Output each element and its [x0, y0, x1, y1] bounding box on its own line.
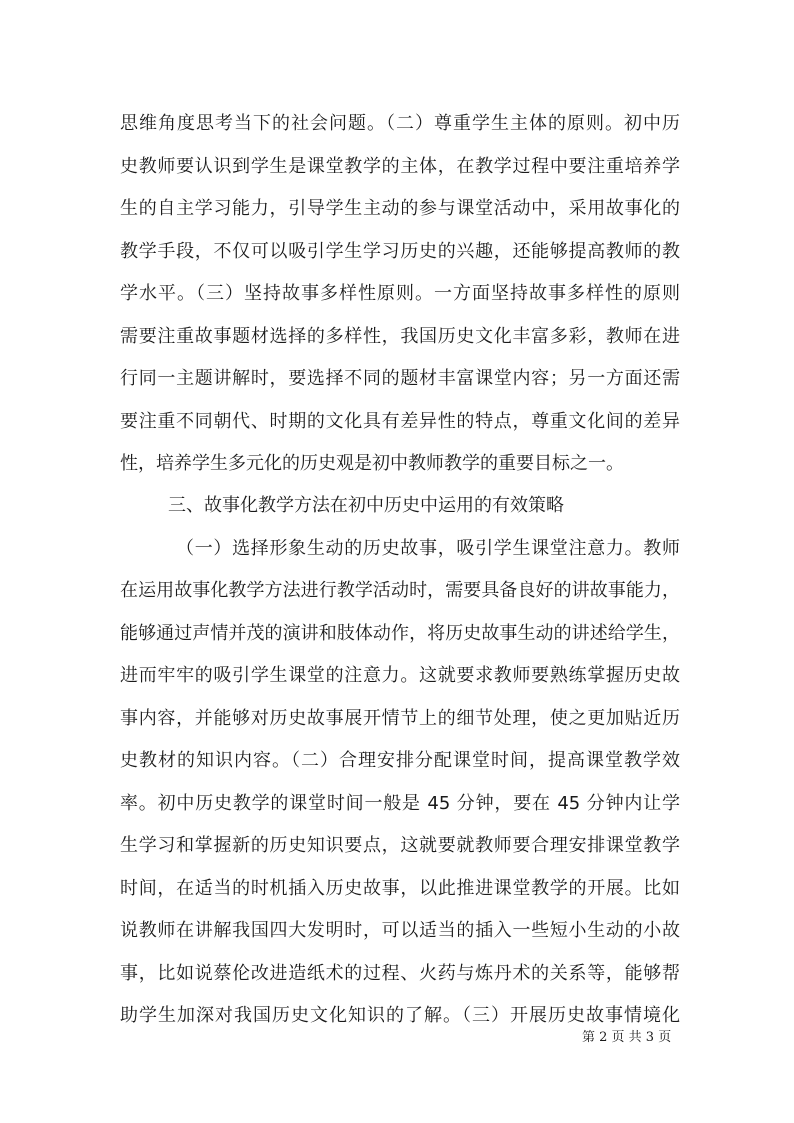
- paragraph-line: 生的自主学习能力，引导学生主动的参与课堂活动中，采用故事化的: [120, 198, 680, 219]
- paragraph-line: 进而牢牢的吸引学生课堂的注意力。这就要求教师要熟练掌握历史故: [120, 665, 680, 686]
- paragraph-line: 助学生加深对我国历史文化知识的了解。（三）开展历史故事情境化: [120, 1005, 680, 1026]
- page-number-footer: 第 2 页 共 3 页: [582, 1030, 672, 1045]
- paragraph-line: 说教师在讲解我国四大发明时，可以适当的插入一些短小生动的小故: [120, 920, 680, 941]
- paragraph-line: 需要注重故事题材选择的多样性，我国历史文化丰富多彩，教师在进: [120, 326, 680, 347]
- paragraph-line: 教学手段，不仅可以吸引学生学习历史的兴趣，还能够提高教师的教: [120, 241, 680, 262]
- paragraph-line: 思维角度思考当下的社会问题。（二）尊重学生主体的原则。初中历: [120, 113, 680, 134]
- paragraph-line: 率。初中历史教学的课堂时间一般是 45 分钟，要在 45 分钟内让学: [120, 793, 680, 814]
- paragraph-line: 生学习和掌握新的历史知识要点，这就要就教师要合理安排课堂教学: [120, 835, 680, 856]
- paragraph-line: 时间，在适当的时机插入历史故事，以此推进课堂教学的开展。比如: [120, 878, 680, 899]
- paragraph-line: 学水平。（三）坚持故事多样性原则。一方面坚持故事多样性的原则: [120, 283, 680, 304]
- paragraph-line: 事，比如说蔡伦改进造纸术的过程、火药与炼丹术的关系等，能够帮: [120, 963, 680, 984]
- paragraph-line: 要注重不同朝代、时期的文化具有差异性的特点，尊重文化间的差异: [120, 411, 680, 432]
- paragraph-line: 行同一主题讲解时，要选择不同的题材丰富课堂内容；另一方面还需: [120, 368, 680, 389]
- paragraph-line: 事内容，并能够对历史故事展开情节上的细节处理，使之更加贴近历: [120, 708, 680, 729]
- paragraph-line: （一）选择形象生动的历史故事，吸引学生课堂注意力。教师: [176, 538, 680, 559]
- paragraph-line: 性，培养学生多元化的历史观是初中教师教学的重要目标之一。: [120, 453, 624, 474]
- paragraph-line: 能够通过声情并茂的演讲和肢体动作，将历史故事生动的讲述给学生，: [120, 623, 680, 644]
- paragraph-line: 史教师要认识到学生是课堂教学的主体，在教学过程中要注重培养学: [120, 156, 680, 177]
- paragraph-line: 史教材的知识内容。（二）合理安排分配课堂时间，提高课堂教学效: [120, 750, 680, 771]
- paragraph-line: 在运用故事化教学方法进行教学活动时，需要具备良好的讲故事能力，: [120, 580, 680, 601]
- section-heading: 三、故事化教学方法在初中历史中运用的有效策略: [168, 495, 564, 516]
